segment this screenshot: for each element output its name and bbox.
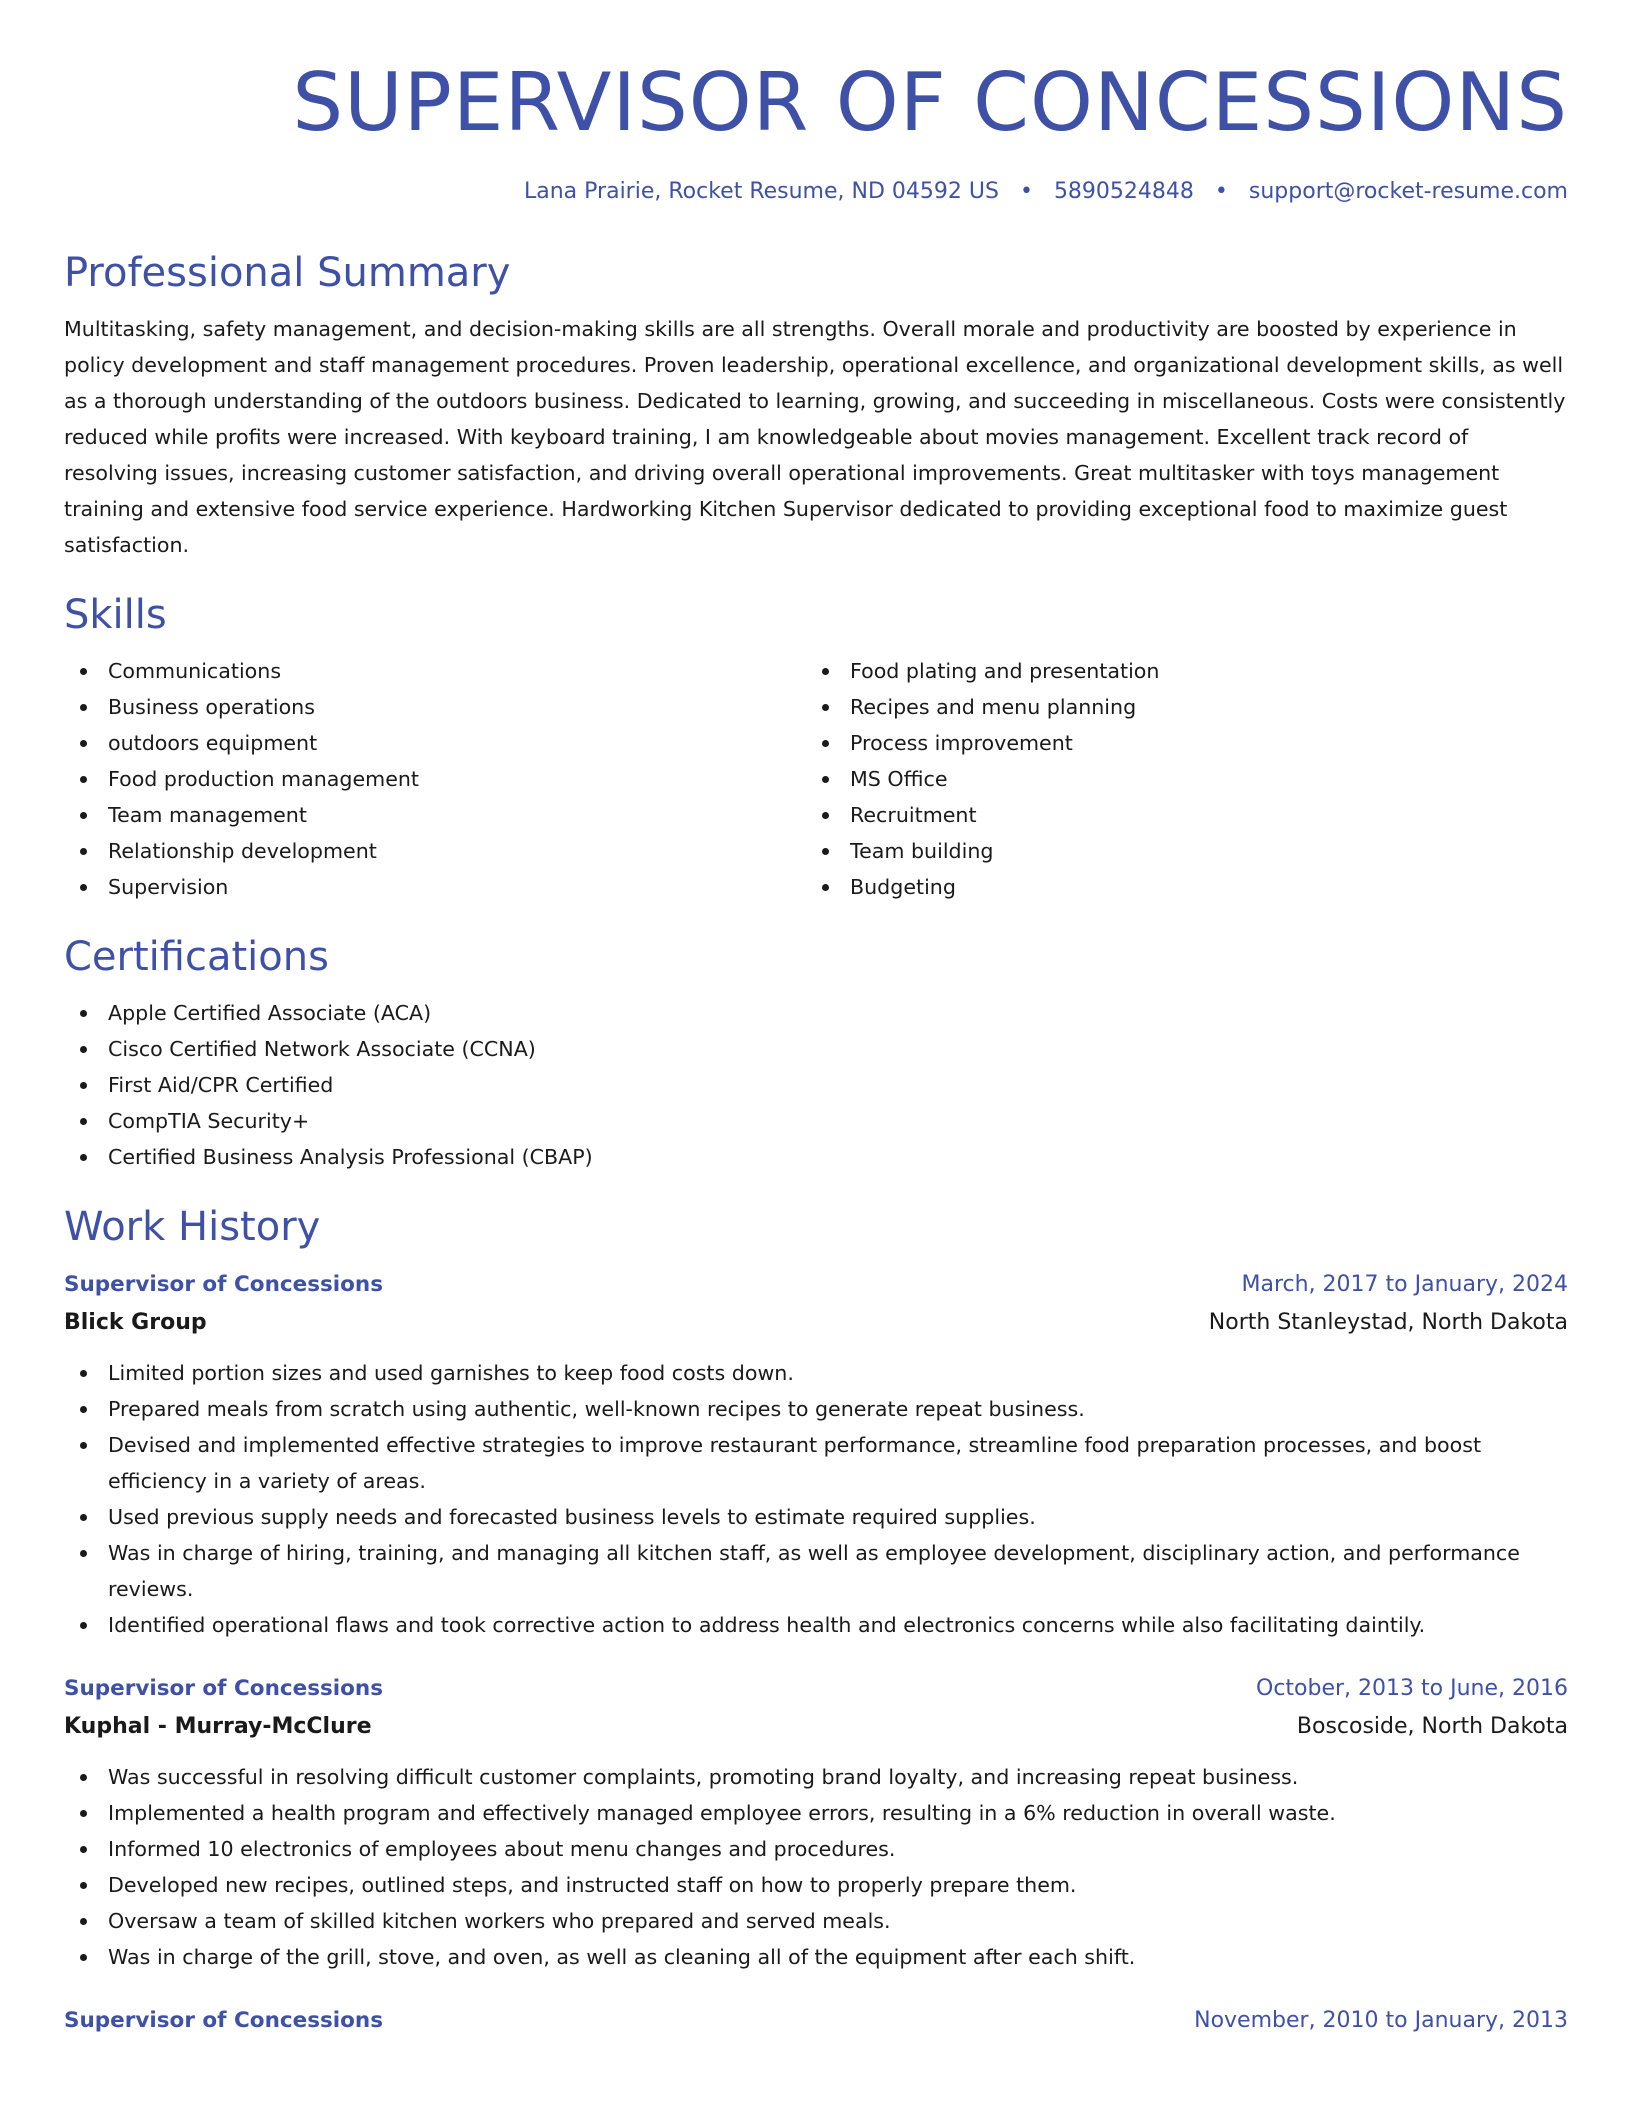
summary-text: Multitasking, safety management, and decision-making skills are all strengths. Overall morale and productivity are boosted by experience in policy development and staff management procedures. Proven leadership, operational excellence, and organizational development skills, as well as a thorough understanding of the outdoors business. Dedicated to learning, growing, and succeeding in miscellaneous. Costs were consistently reduced while profits were increased. With keyboard training, I am knowledgeable about movies management. Excellent track record of resolving issues, increasing customer satisfaction, and driving overall operational improvements. Great multitasker with toys management training and extensive food service experience. Hardworking Kitchen Supervisor dedicated to providing exceptional food to maximize guest satisfaction. <box>64 317 1566 557</box>
job-bullet: Limited portion sizes and used garnishes to keep food costs down. <box>64 1355 1568 1391</box>
job-bullet: Was in charge of hiring, training, and managing all kitchen staff, as well as employee development, disciplinary action, and performance reviews. <box>64 1535 1568 1607</box>
job-bullet-list <box>64 1355 1568 1643</box>
summary-heading: Professional Summary <box>64 250 511 296</box>
skill-item: Relationship development <box>64 833 806 869</box>
job-bullet: Oversaw a team of skilled kitchen workers who prepared and served meals. <box>64 1903 1568 1939</box>
skill-item: Team building <box>806 833 1548 869</box>
certification-item: Cisco Certified Network Associate (CCNA) <box>64 1031 1568 1067</box>
job-bullet: Identified operational flaws and took corrective action to address health and electronics concerns while also facilitating daintily. <box>64 1607 1568 1643</box>
job-company-row <box>64 1707 1568 1747</box>
skill-item: Team management <box>64 797 806 833</box>
contact-separator: • <box>1019 179 1033 204</box>
job-location: Boscoside, North Dakota <box>1296 1714 1568 1739</box>
summary-section <box>64 247 1568 563</box>
job-bullet-list <box>64 1759 1568 1975</box>
job-company-row <box>64 1303 1568 1343</box>
job-bullet: Prepared meals from scratch using authentic, well-known recipes to generate repeat business. <box>64 1391 1568 1427</box>
job-title-row <box>64 1671 1568 1707</box>
job-title: Supervisor of Concessions <box>64 2008 384 2033</box>
certifications-section <box>64 931 1568 1175</box>
job-title-row <box>64 1267 1568 1303</box>
job-bullet: Informed 10 electronics of employees about menu changes and procedures. <box>64 1831 1568 1867</box>
work-history-section <box>64 1201 1568 2039</box>
skill-item: outdoors equipment <box>64 725 806 761</box>
skill-item: Communications <box>64 653 806 689</box>
skills-section <box>64 589 1568 905</box>
certifications-heading: Certifications <box>64 934 329 980</box>
skill-item: Food production management <box>64 761 806 797</box>
job-bullet: Used previous supply needs and forecasted business levels to estimate required supplies. <box>64 1499 1568 1535</box>
certification-item: Certified Business Analysis Professional (CBAP) <box>64 1139 1568 1175</box>
skill-item: Budgeting <box>806 869 1548 905</box>
certification-item: CompTIA Security+ <box>64 1103 1568 1139</box>
contact-email: support@rocket-resume.com <box>1248 179 1568 204</box>
certifications-list <box>64 995 1568 1175</box>
job-bullet: Was successful in resolving difficult customer complaints, promoting brand loyalty, and increasing repeat business. <box>64 1759 1568 1795</box>
job-dates: March, 2017 to January, 2024 <box>1241 1272 1568 1297</box>
job-title: Supervisor of Concessions <box>64 1676 384 1701</box>
skills-heading: Skills <box>64 592 167 638</box>
skills-column-right <box>806 653 1548 905</box>
job-bullet: Devised and implemented effective strategies to improve restaurant performance, streamline food preparation processes, and boost efficiency in a variety of areas. <box>64 1427 1568 1499</box>
certification-item: First Aid/CPR Certified <box>64 1067 1568 1103</box>
job-location: North Stanleystad, North Dakota <box>1208 1310 1568 1335</box>
job-dates: November, 2010 to January, 2013 <box>1194 2008 1568 2033</box>
contact-phone: 5890524848 <box>1053 179 1194 204</box>
job-company: Kuphal - Murray-McClure <box>64 1714 372 1739</box>
skill-item: Process improvement <box>806 725 1548 761</box>
job-bullet: Implemented a health program and effectively managed employee errors, resulting in a 6% reduction in overall waste. <box>64 1795 1568 1831</box>
job-entry <box>64 1671 1568 1975</box>
job-entry <box>64 1267 1568 1643</box>
skill-item: Food plating and presentation <box>806 653 1548 689</box>
job-company: Blick Group <box>64 1310 207 1335</box>
resume-header <box>64 0 1568 207</box>
skill-item: MS Office <box>806 761 1548 797</box>
contact-address: Lana Prairie, Rocket Resume, ND 04592 US <box>524 179 999 204</box>
contact-separator: • <box>1214 179 1228 204</box>
job-title: Supervisor of Concessions <box>64 1272 384 1297</box>
resume-name: SUPERVISOR OF CONCESSIONS <box>292 56 1568 149</box>
skills-grid <box>64 653 1568 905</box>
job-bullet: Was in charge of the grill, stove, and oven, as well as cleaning all of the equipment after each shift. <box>64 1939 1568 1975</box>
resume-page <box>64 0 1568 2112</box>
job-dates: October, 2013 to June, 2016 <box>1256 1676 1568 1701</box>
skill-item: Supervision <box>64 869 806 905</box>
skill-item: Recruitment <box>806 797 1548 833</box>
certification-item: Apple Certified Associate (ACA) <box>64 995 1568 1031</box>
skill-item: Business operations <box>64 689 806 725</box>
job-title-row <box>64 2003 1568 2039</box>
job-entry <box>64 2003 1568 2039</box>
work-history-heading: Work History <box>64 1204 321 1250</box>
skill-item: Recipes and menu planning <box>806 689 1548 725</box>
contact-line <box>64 177 1568 207</box>
skills-column-left <box>64 653 806 905</box>
job-bullet: Developed new recipes, outlined steps, and instructed staff on how to properly prepare them. <box>64 1867 1568 1903</box>
